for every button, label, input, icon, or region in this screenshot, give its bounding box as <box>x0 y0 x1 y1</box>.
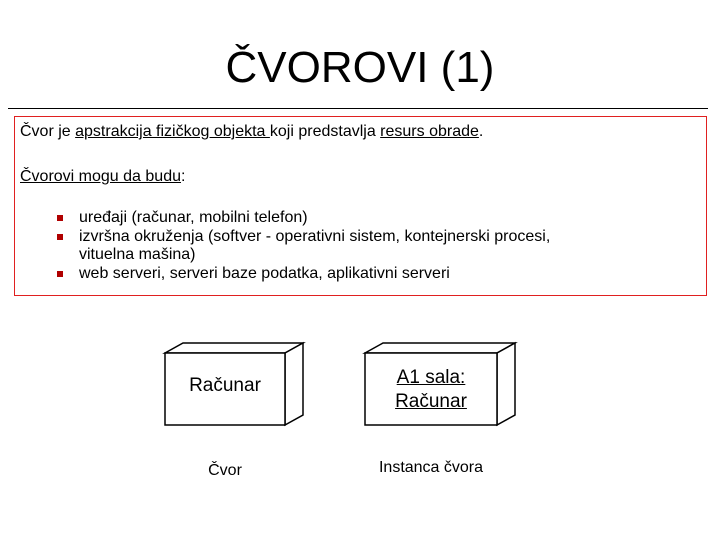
intro-link-processing-resource[interactable]: resurs obrade <box>380 123 479 140</box>
intro-suffix: . <box>478 123 484 140</box>
intro-text <box>20 122 483 142</box>
instance-caption: Instanca čvora <box>378 459 484 476</box>
instance-side-face <box>497 343 515 425</box>
square-bullet-icon <box>57 234 63 240</box>
intro-prefix: Čvor je <box>20 123 76 140</box>
list-item <box>57 265 550 284</box>
instance-top-face <box>365 343 515 353</box>
node-caption: Čvor <box>208 462 242 479</box>
intro-link-physical-object[interactable]: apstrakcija fizičkog objekta <box>75 123 270 140</box>
square-bullet-icon <box>57 215 63 221</box>
title-divider <box>8 108 708 109</box>
list-item <box>57 209 550 228</box>
list-item-text: izvršna okruženja (softver - operativni sistem, kontejnerski procesi, <box>79 227 551 245</box>
nodes-subheading <box>20 167 185 187</box>
list-item <box>57 228 550 265</box>
subheading-text: Čvorovi mogu da budu <box>20 168 181 185</box>
node-types-list <box>57 209 550 283</box>
instance-label-line2: Računar <box>395 391 467 412</box>
subheading-suffix: : <box>180 168 186 185</box>
instance-label <box>365 366 497 414</box>
list-item-text: uređaji (računar, mobilni telefon) <box>79 209 308 226</box>
list-item-text: web serveri, serveri baze podatka, aplikativni serveri <box>79 264 450 282</box>
node-label: Računar <box>189 375 261 396</box>
node-top-face <box>165 343 303 353</box>
page-title: ČVOROVI (1) <box>225 43 495 92</box>
square-bullet-icon <box>57 271 63 277</box>
list-item-text-continued: vituelna mašina) <box>79 246 196 263</box>
node-side-face <box>285 343 303 425</box>
intro-middle: koji predstavlja <box>269 123 381 140</box>
instance-label-line1: A1 sala: <box>396 367 466 388</box>
